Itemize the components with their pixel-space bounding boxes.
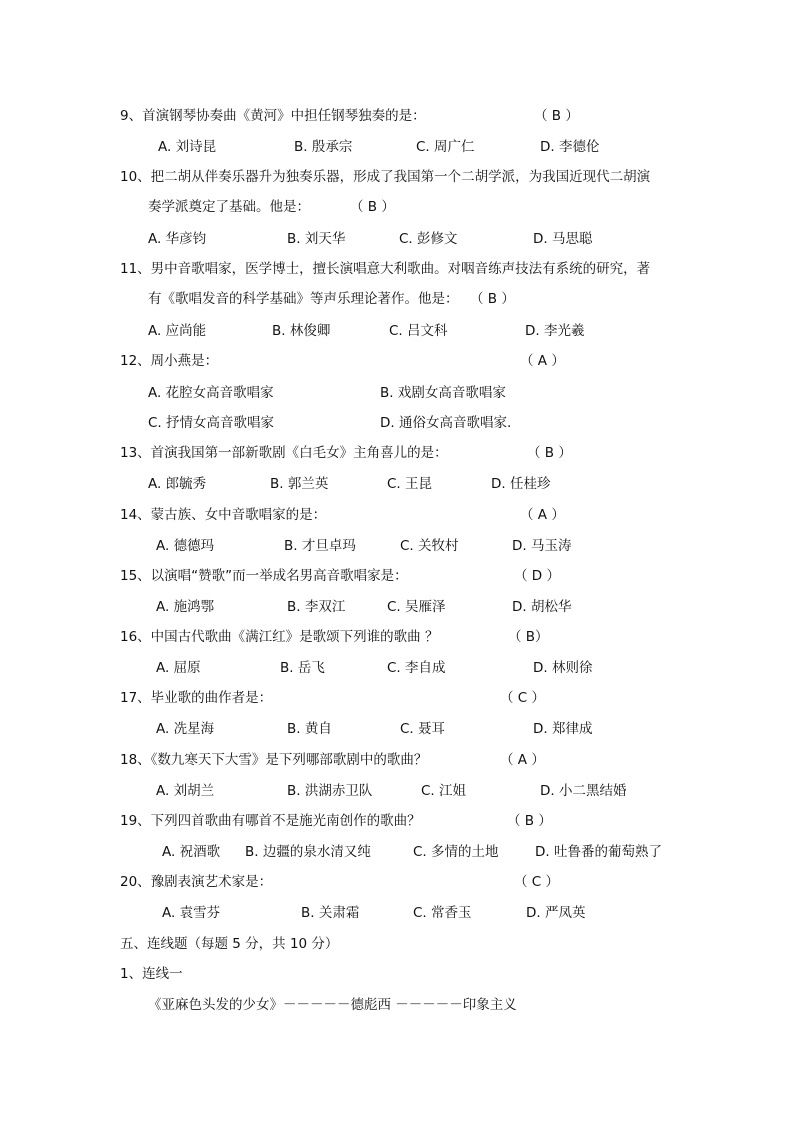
question-16-option-c: C. 李自成 xyxy=(387,660,446,676)
question-12-option-a: A. 花腔女高音歌唱家 xyxy=(148,385,274,401)
question-18-option-c: C. 江姐 xyxy=(421,783,467,799)
question-20-option-b: B. 关肃霜 xyxy=(301,905,360,921)
question-10-option-c: C. 彭修文 xyxy=(399,231,458,247)
question-12-answer: （ A ） xyxy=(520,353,565,369)
question-18-answer: （ A ） xyxy=(500,752,545,768)
question-15-stem: 15、以演唱“赞歌”而一举成名男高音歌唱家是： xyxy=(120,568,408,584)
question-19-answer: （ B ） xyxy=(507,813,552,829)
question-17-answer: （ C ） xyxy=(500,690,546,706)
question-19-option-d: D. 吐鲁番的葡萄熟了 xyxy=(535,844,662,860)
question-15-answer: （ D ） xyxy=(514,568,560,584)
question-9-option-c: C. 周广仁 xyxy=(416,139,475,155)
question-11-option-d: D. 李光羲 xyxy=(525,323,585,339)
question-11-stem-cont: 有《歌唱发音的科学基础》等声乐理论著作。他是： xyxy=(148,291,459,307)
question-13-option-b: B. 郭兰英 xyxy=(270,476,329,492)
question-15-option-a: A. 施鸿鄂 xyxy=(156,599,215,615)
question-15-option-c: C. 吴雁泽 xyxy=(387,599,446,615)
question-20-option-d: D. 严凤英 xyxy=(526,905,586,921)
question-14-option-a: A. 德德玛 xyxy=(156,538,215,554)
question-20-option-c: C. 常香玉 xyxy=(413,905,472,921)
question-17-option-a: A. 冼星海 xyxy=(156,721,215,737)
question-19-option-b: B. 边疆的泉水清又纯 xyxy=(245,844,371,860)
question-17-option-b: B. 黄自 xyxy=(287,721,332,737)
question-16-answer: （ B） xyxy=(508,629,549,645)
question-14-option-c: C. 关牧村 xyxy=(400,538,459,554)
question-9-option-a: A. 刘诗昆 xyxy=(158,139,217,155)
question-18-option-d: D. 小二黑结婚 xyxy=(540,783,627,799)
question-13-option-c: C. 王昆 xyxy=(387,476,433,492)
question-15-option-d: D. 胡松华 xyxy=(512,599,572,615)
question-12-option-b: B. 戏剧女高音歌唱家 xyxy=(380,385,506,401)
question-10-stem: 10、把二胡从伴奏乐器升为独奏乐器，形成了我国第一个二胡学派，为我国近现代二胡演 xyxy=(120,169,651,185)
question-20-option-a: A. 袁雪芬 xyxy=(162,905,221,921)
question-20-answer: （ C ） xyxy=(514,874,560,890)
question-9-answer: （ B ） xyxy=(534,108,579,124)
question-12-option-d: D. 通俗女高音歌唱家. xyxy=(380,415,512,431)
subsection-heading: 1、连线一 xyxy=(120,966,183,982)
question-10-stem-cont: 奏学派奠定了基础。他是： xyxy=(148,199,310,215)
question-20-stem: 20、豫剧表演艺术家是： xyxy=(120,874,273,890)
question-19-stem: 19、下列四首歌曲有哪首不是施光南创作的歌曲？ xyxy=(120,813,421,829)
question-14-option-d: D. 马玉涛 xyxy=(512,538,572,554)
question-19-option-c: C. 多情的土地 xyxy=(413,844,499,860)
question-14-stem: 14、蒙古族、女中音歌唱家的是： xyxy=(120,507,327,523)
question-11-option-a: A. 应尚能 xyxy=(148,323,207,339)
question-16-option-b: B. 岳飞 xyxy=(280,660,325,676)
question-16-stem: 16、中国古代歌曲《满江红》是歌颂下列谁的歌曲 ？ xyxy=(120,629,439,645)
question-14-answer: （ A ） xyxy=(520,507,565,523)
question-13-stem: 13、首演我国第一部新歌剧《白毛女》主角喜儿的是： xyxy=(120,445,448,461)
question-13-option-a: A. 郎毓秀 xyxy=(148,476,207,492)
question-9-option-d: D. 李德伦 xyxy=(540,139,600,155)
matching-line: 《亚麻色头发的少女》－－－－－德彪西 －－－－－印象主义 xyxy=(148,997,517,1013)
question-17-stem: 17、毕业歌的曲作者是： xyxy=(120,690,273,706)
question-13-option-d: D. 任桂珍 xyxy=(491,476,551,492)
question-11-option-c: C. 吕文科 xyxy=(389,323,448,339)
question-16-option-d: D. 林则徐 xyxy=(533,660,593,676)
question-18-stem: 18、《数九寒天下大雪》是下列哪部歌剧中的歌曲？ xyxy=(120,752,428,768)
question-9-option-b: B. 殷承宗 xyxy=(294,139,353,155)
question-10-option-a: A. 华彦钧 xyxy=(148,231,207,247)
question-18-option-a: A. 刘胡兰 xyxy=(156,783,215,799)
question-16-option-a: A. 屈原 xyxy=(156,660,201,676)
question-19-option-a: A. 祝酒歌 xyxy=(162,844,221,860)
question-9-stem: 9、首演钢琴协奏曲《黄河》中担任钢琴独奏的是： xyxy=(120,108,426,124)
question-17-option-c: C. 聂耳 xyxy=(400,721,446,737)
question-11-option-b: B. 林俊卿 xyxy=(272,323,331,339)
question-12-stem: 12、周小燕是： xyxy=(120,353,219,369)
question-10-answer: （ B ） xyxy=(350,199,395,215)
question-11-stem: 11、男中音歌唱家，医学博士，擅长演唱意大利歌曲。对咽音练声技法有系统的研究，著 xyxy=(120,261,651,277)
question-10-option-d: D. 马思聪 xyxy=(533,231,593,247)
question-17-option-d: D. 郑律成 xyxy=(533,721,593,737)
question-11-answer: （ B ） xyxy=(470,291,515,307)
question-10-option-b: B. 刘天华 xyxy=(287,231,346,247)
section-heading: 五、连线题（每题 5 分，共 10 分） xyxy=(120,936,339,952)
question-14-option-b: B. 才旦卓玛 xyxy=(284,538,356,554)
question-15-option-b: B. 李双江 xyxy=(287,599,346,615)
question-12-option-c: C. 抒情女高音歌唱家 xyxy=(148,415,275,431)
question-13-answer: （ B ） xyxy=(527,445,572,461)
question-18-option-b: B. 洪湖赤卫队 xyxy=(287,783,373,799)
